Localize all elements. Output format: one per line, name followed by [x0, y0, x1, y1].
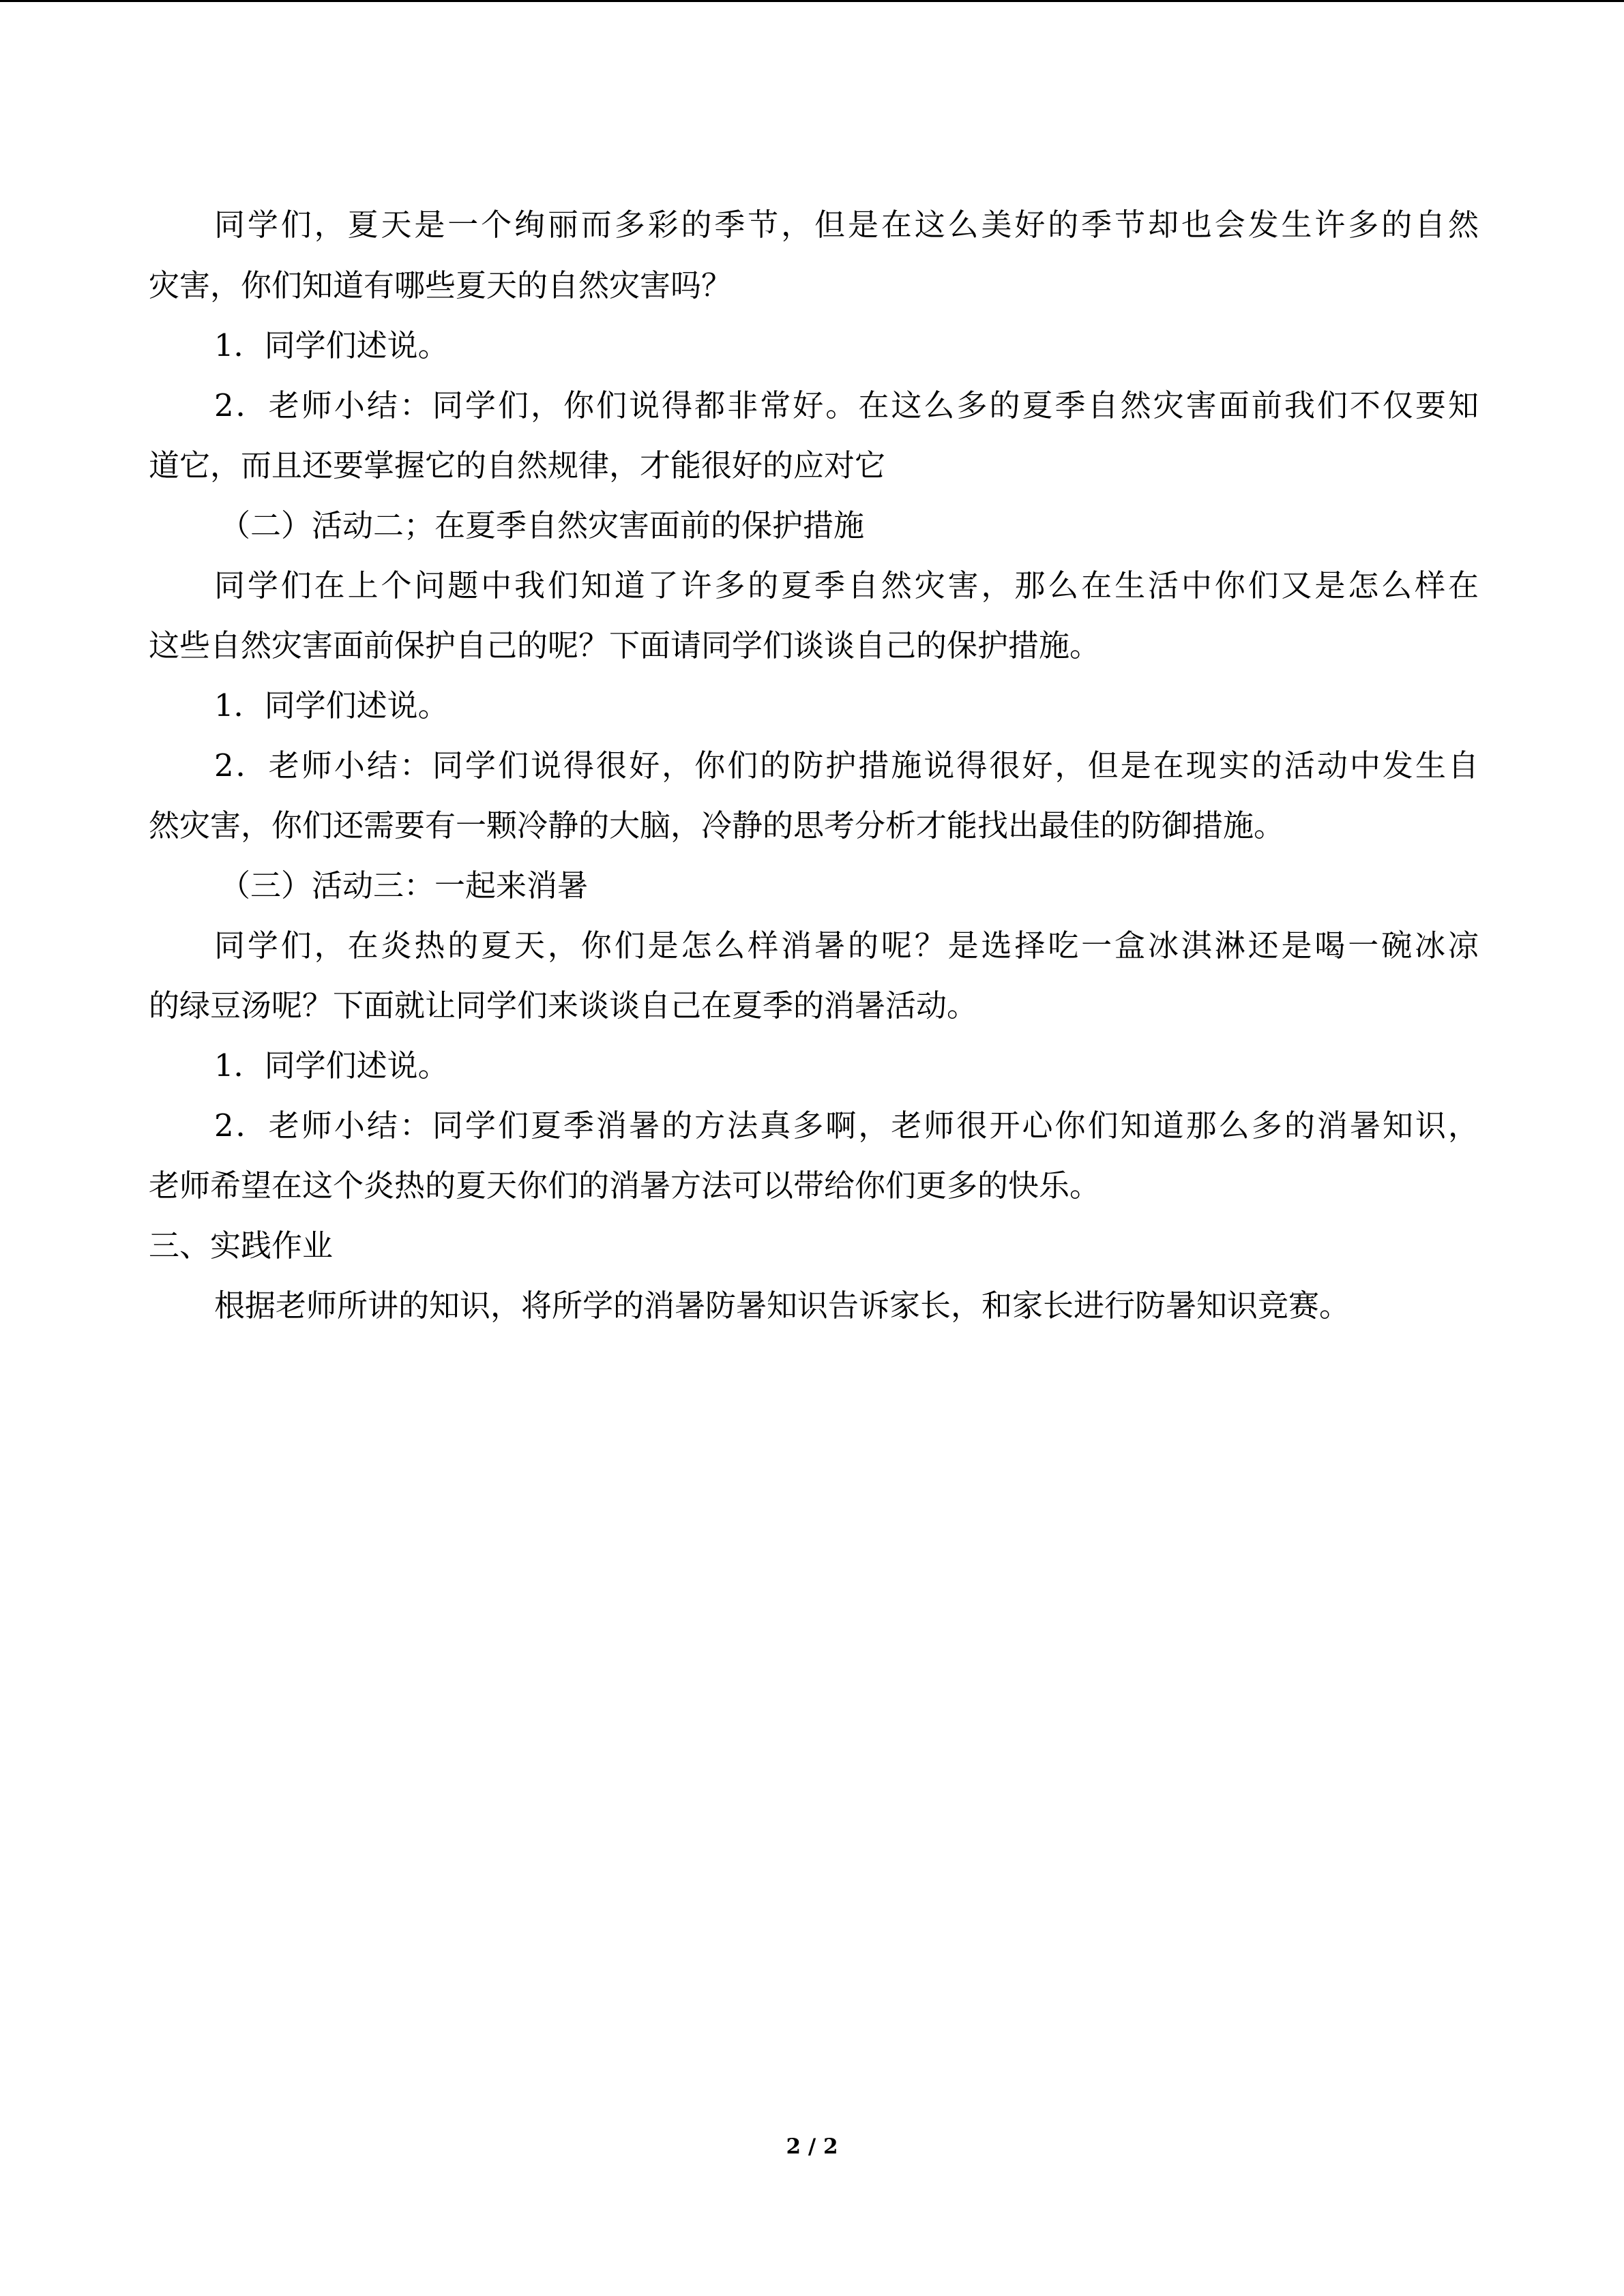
- list-item-2-summary-2-line-2: 然灾害，你们还需要有一颗冷静的大脑，冷静的思考分析才能找出最佳的防御措施。: [149, 807, 1285, 844]
- page-number: 2 / 2: [786, 2134, 838, 2159]
- paragraph-activity-3-line-1: 同学们，在炎热的夏天，你们是怎么样消暑的呢？是选择吃一盒冰淇淋还是喝一碗冰凉: [214, 927, 1479, 964]
- top-border-line: [0, 0, 1624, 2]
- paragraph-homework: 根据老师所讲的知识，将所学的消暑防暑知识告诉家长，和家长进行防暑知识竞赛。: [214, 1287, 1350, 1324]
- list-item-1-share-3: 1．同学们述说。: [214, 1047, 449, 1084]
- list-item-2-summary-2-line-1: 2．老师小结：同学们说得很好，你们的防护措施说得很好，但是在现实的活动中发生自: [214, 747, 1479, 784]
- list-item-1-share: 1．同学们述说。: [214, 327, 449, 363]
- section-heading-activity-3: （三）活动三：一起来消暑: [220, 867, 589, 904]
- list-item-1-share-2: 1．同学们述说。: [214, 687, 449, 724]
- paragraph-intro-line-2: 灾害，你们知道有哪些夏天的自然灾害吗？: [149, 267, 733, 303]
- paragraph-activity-3-line-2: 的绿豆汤呢？下面就让同学们来谈谈自己在夏季的消暑活动。: [149, 987, 978, 1024]
- paragraph-intro-line-1: 同学们，夏天是一个绚丽而多彩的季节，但是在这么美好的季节却也会发生许多的自然: [214, 207, 1479, 243]
- section-heading-practice-homework: 三、实践作业: [149, 1227, 334, 1264]
- list-item-2-summary-3-line-1: 2．老师小结：同学们夏季消暑的方法真多啊，老师很开心你们知道那么多的消暑知识，: [214, 1107, 1479, 1144]
- paragraph-activity-2-line-1: 同学们在上个问题中我们知道了许多的夏季自然灾害，那么在生活中你们又是怎么样在: [214, 567, 1479, 603]
- paragraph-activity-2-line-2: 这些自然灾害面前保护自己的呢？下面请同学们谈谈自己的保护措施。: [149, 627, 1101, 664]
- list-item-2-summary-3-line-2: 老师希望在这个炎热的夏天你们的消暑方法可以带给你们更多的快乐。: [149, 1167, 1101, 1204]
- list-item-2-summary-line-1: 2．老师小结：同学们，你们说得都非常好。在这么多的夏季自然灾害面前我们不仅要知: [214, 387, 1479, 423]
- list-item-2-summary-line-2: 道它，而且还要掌握它的自然规律，才能很好的应对它: [149, 447, 886, 483]
- section-heading-activity-2: （二）活动二；在夏季自然灾害面前的保护措施: [220, 507, 865, 543]
